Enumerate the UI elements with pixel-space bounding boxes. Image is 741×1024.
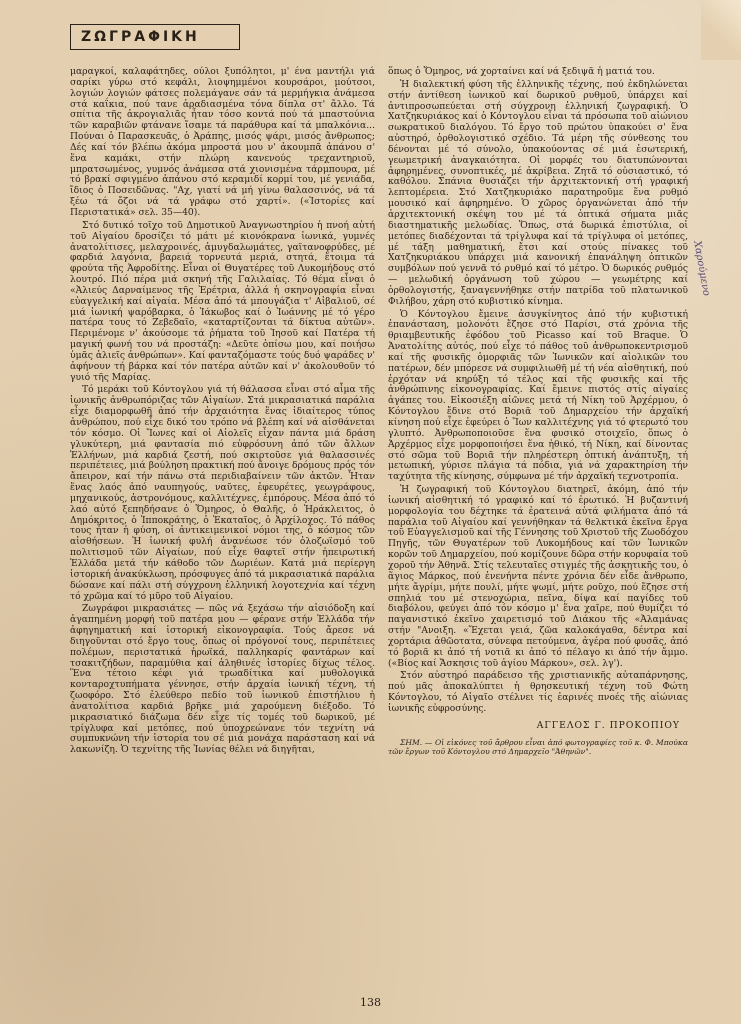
footnote: ΣΗΜ. — Οἱ εἰκόνες τοῦ ἄρθρου εἶναι ἀπό φωτογραφίες τοῦ κ. Φ. Μπούκα τῶν ἔργων τοῦ Κόντογλου στό Δημαρχεῖο "Ἀθηνῶν". [388,737,688,756]
section-header-box [70,24,240,50]
page-fold-corner [701,0,741,60]
author-signature: ΑΓΓΕΛΟΣ Γ. ΠΡΟΚΟΠΙΟΥ [536,719,680,731]
section-title: ΖΩΓΡΑΦΙΚΗ [81,29,200,45]
right-paragraph-1: ὅπως ὁ Ὅμηρος, νά χορταίνει καί νά ξεδιψᾶ ἡ ματιά του. [388,66,655,77]
handwritten-margin-note: Χαρούμενο [691,240,712,297]
left-paragraph-2: Στό δυτικό τοῖχο τοῦ Δημοτικοῦ Ἀναγνωστηρίου ἡ πνοή αὐτή τοῦ Αἰγαίου δροσίζει τό μάτι μέ κιονόκρανα ἰωνικά, γυμνές ἀνατολίτισες, μελαχροινές, ἀμυγδαλωμάτες, γαϊτανοφρύδες, μέ φαρδιά λαγόνια, βαρειά τορνευτά μεριά, στητά, ἕτοιμα τά φρούτα τῆς Ἀφροδίτης. Εἶναι οἱ Θυγατέρες τοῦ Λυκομήδους στό λουτρό. Πιό πέρα μιά σκηνή τῆς Γαλιλαίας. Τό θέμα εἶναι ὁ «Ἁλιεύς Δαρναίμενος τῆς Ἐρέτρια, ἀλλά ἡ σκηνογραφία εἶναι εὐαγγελική καί αἰγαία. Μέσα ἀπό τά μπουγάζια τ' Αἰβαλιοῦ, σέ μιά ἰωνική ψαρόβαρκα, ὁ Ἰάκωβος καί ὁ Ἰωάννης μέ τό γέρο πατέρα τους τό Ζεβεδαῖο, «καταρτίζονται τά δίκτυα αὐτῶν». Περιμένομε ν' ἀκούσομε τά ῥήματα τοῦ Ἰησοῦ καί Πατέρα τή μαγική φωνή του νά προστάζη: «Δεῦτε ὀπίσω μου, καί ποιήσω ὑμᾶς ἁλιεῖς ἀνθρώπων». Καί φανταζόμαστε τούς δυό ψαράδες ν' ἀφήνουν τή βάρκα καί τόν πατέρα αὐτῶν καί ν' ἀκολουθοῦν τό γυιό τῆς Μαρίας. [70,219,375,383]
right-paragraph-3: Ὁ Κόντογλου ἔμεινε ἀσυγκίνητος ἀπό τήν κυβιστική ἐπανάσταση, μολονότι ἔζησε στό Παρίσι, στά χρόνια τῆς θριαμβευτικῆς ἐφόδου τοῦ Picasso καί τοῦ Braque. Ὁ Ἀνατολίτης αὐτός, πού εἶχε τό πάθος τοῦ ἀνθρωποκεντρισμοῦ καί τῆς φυσικῆς ὁμορφιᾶς τῶν Ἰωνικῶν καί αἰολικῶν του πατέρων, δέν μπόρεσε νά συμφιλιωθῆ μέ τή νέα αἰσθητική, πού ἐρχόταν νά κηρύξη τό τέλος καί τῆς φυσικῆς καί τῆς ἀνθρώπινης εἰκονογραφίας. Καί ἔμεινε πιστός στίς αἰγαίες ἀγάπες του. Εἰκοσιέξη αἰῶνες μετά τή Νίκη τοῦ Ἀρχέρμου, ὁ Κόντογλου ἔδινε στό Βοριᾶ τοῦ Δημαρχείου τήν ἀρχαϊκή κίνηση πού εἶχε ἐφεύρει ὁ Ἴων καλλιτέχνης γιά τό φτερωτό του γλυπτό. Ἀνθρωποποιοῦσε ἕνα φυσικό στοιχεῖο, ὅπως ὁ Ἀρχέρμος εἶχε μορφοποιήσει ἕνα ἠθικό, τή Νίκη, καί δίνοντας στό σῶμα τοῦ Βοριᾶ τήν πληρέστερη ὀπτική ἀνάπτυξη, τή μετωπική, γύρισε πλάγια τά πόδια, γιά νά χαρακτηρίση τήν ταχύτητα τῆς κίνησης, σύμφωνα μέ τήν ἀρχαϊκή τεχνοτροπία. [388,308,688,483]
right-paragraph-2: Ἡ διαλεκτική φύση τῆς ἑλληνικῆς τέχνης, πού ἐκδηλώνεται στήν ἀντίθεση ἰωνικοῦ καί δωρικοῦ ρυθμοῦ, ὑπάρχει καί ἀντιπροσωπεύεται στή σύγχρονη ἑλληνική ζωγραφική. Ὁ Χατζηκυριάκος καί ὁ Κόντογλου εἶναι τά πρόσωπα τοῦ αἰώνιου σωκρατικοῦ διαλόγου. Τό ἔργο τοῦ πρώτου ὑπακούει σ' ἕνα αὐστηρό, ὀρθολογιστικό σχέδιο. Τά μέρη τῆς σύνθεσης του δένονται μέ τό σύνολο, ὑπακούοντας σέ μιά ἐσωτερική, γεωμετρική ἀναγκαιότητα. Οἱ μορφές του διατυπώνονται ἀφηρημένες, συνοπτικές, μέ ἀκρίβεια. Ζητᾶ τό οὐσιαστικό, τό καθόλου. Σπάνια θυσιάζει τήν ἀρχιτεκτονική στή γραφική λεπτομέρεια. Στό Χατζηκυριάκο παρατηροῦμε ἕνα ρυθμό μουσικό καί ἀφηρημένο. Ὁ χῶρος ὀργανώνεται ἀπό τήν ἀρχιτεκτονική σκέψη του μέ τά ὀπτικά σήματα μιᾶς διαστηματικῆς μελωδίας. Ὅπως, στά δωρικά ἐπιστύλια, οἱ μετόπες διαδέχονται τά τρίγλυφα καί τά τρίγλυφα οἱ μετόπες, μέ τάξη μαθηματική, ἔτσι καί στούς πίνακες τοῦ Χατζηκυριάκου ὑπάρχει μιά κανονική ἐπανάληψη ὀπτικῶν συμβόλων πού γεννᾶ τό ρυθμό καί τό μέτρο. Ὁ δωρικός ρυθμός — μελωδική ὀργάνωση τοῦ χώρου — γεωμέτρης καί ὀρθολογιστής, ξαναγεννήθηκε στήν πατρίδα τοῦ πλατωνικοῦ Φιλήβου, χάρη στό κυβιστικό κίνημα. [388,78,688,307]
right-paragraph-5: Στόν αὐστηρό παράδεισο τῆς χριστιανικῆς αὐταπάρνησης, πού μᾶς ἀποκαλύπτει ἡ θρησκευτική τέχνη τοῦ Φώτη Κόντογλου, τό Αἰγαῖο στέλνει τίς ἐαρινές πνοές τῆς αἰώνιας ἰωνικῆς εὐφροσύνης. [388,670,688,714]
right-paragraph-4: Ἡ ζωγραφική τοῦ Κόντογλου διατηρεῖ, ἀκόμη, ἀπό τήν ἰωνική αἰσθητική τό γραφικό καί τό ἐρωτικό. Ἡ βυζαντινή μορφολογία του δέχτηκε τά ἐρατεινά αὐτά φιλήματα ἀπό τά παράλια τοῦ Αἰγαίου καί γεννήθηκαν τά θελκτικά ἐκεῖνα ἔργα τοῦ Εὐαγγελισμοῦ καί τῆς Γέννησης τοῦ Χριστοῦ τῆς Ζωοδόχου Πηγῆς, τῶν Θυγατέρων τοῦ Λυκομήδους καί τῶν Ἰωνικῶν κορῶν τοῦ Δημαρχείου, πού κομίζουνε δῶρα στήν κορυφαία τοῦ χοροῦ τήν Ἀθηνᾶ. Στίς τελευταῖες στιγμές τῆς ἀσκητικῆς του, ὁ ἅγιος Μάρκος, πού ἐνενήντα πέντε χρόνια δέν εἶδε ἄνθρωπο, μήτε ἄγρίμι, μήτε πουλί, μήτε ψωμί, μήτε ροῦχο, πού ἔζησε στή σπηλιά του μέ στενοχώρια, πεῖνα, δίψα καί παγίδες τοῦ διαβόλου, φεύγει ἀπό τόν κόσμο μ' ἕνα χαῖρε, πού θυμίζει τό παγανιστικό ἐκεῖνο χαιρετισμό τοῦ Διάκου τῆς «Ἀλαμάνας στήν "Ανοιξη. «Ἔχεται γειά, ζῶα καλοκάγαθα, δέντρα καί χορτάρια ἀθῶοτατα, σύνεφα πετούμενα, ἀγέρα πού φυσᾶς, ἀπό τό βοριᾶ κι ἀπό τή νοτιᾶ κι ἀπό τό πέλαγο κι ἀπό τήν ἄμμο. («Βίος καί Ἄσκησις τοῦ ἁγίου Μάρκου», σελ. λγ'). [388,484,688,669]
page-number: 138 [360,996,381,1009]
left-paragraph-4: Ζωγράφοι μικρασιάτες — πῶς νά ξεχάσω τήν αἰσιόδοξη καί ἀγαπημένη μορφή τοῦ πατέρα μου — φέρανε στήν Ἑλλάδα τήν ἀφηγηματική καί ἱστορική εἰκονογραφία. Τούς ἄρεσε νά διηγοῦνται στό ἔργο τους, ὅπως οἱ πρόγονοί τους, περιπέτειες πολέμων, περιστατικά ἡρωϊκά, παλληκαρίς φαντάρων καί τσακιτζήδων, παραμύθια καί ἀληθινές ἱστορίες δίχως τέλος. Ἕνα τέτοιο κέφι γιά τρωαδίτικα καί μυθολογικά κονταροχτυπήματα γέννησε, στήν ἀρχαία ἰωνική τέχνη, τή ζωοφόρο. Στό ἐλεύθερο πεδίο τοῦ ἰωνικοῦ ἐπιστήλιου ἡ ἀνατολίτισα καρδιά βρῆκε μιά χαρούμενη διέξοδο. Τό μικρασιατικό διάζωμα δέν εἶχε τίς τομές τοῦ δωρικοῦ, μέ τρίγλυφα καί μετόπες, πού ὑποχρεώνανε τόν τεχνίτη νά συμπυκνώνη τήν ἱστορία του σέ μιά μονάχα παράσταση καί νά λακωνίζη. Ὁ τεχνίτης τῆς Ἰωνίας θέλει νά διηγῆται, [70,603,375,756]
right-column [388,67,688,756]
left-paragraph-1: μαραγκοί, καλαφάτηδες, ούλοι ξυπόλητοι, μ' ένα μαντήλι γιά σαρίκι γύρω στό κεφάλι, λιοψημμένοι κουρσάροι, μούτσοι, λογιών λογιών φάτσες πολεμάγανε σάν τά μερμήγκια ἀνάμεσα στά καΐκια, πού τανε ἀραδιασμένα τόνα δίπλα στ' ἄλλο. Τά σπίτια τῆς ἀκρογιαλιᾶς ἦταν τόσο κοντά πού τά μπαστούνια τῶν καραβιῶν φτάνανε ἴσαμε τά παράθυρα καί τά μπαλκόνια... Πούναι ὁ Παρασκευᾶς, ὁ Ἀράπης, μισός ψάρι, μισός ἄνθρωπος; Δές καί τόν βλέπω ἀκόμα μπροστά μου ν' ἀκουμπᾶ ἀπάνου σ' ἕνα καμάκι, στήν πλώρη κανενούς τρεχαντηριοῦ, μπρατσωμένος, γυμνός ἀνάμεσα στά χιονισμένα τάρμπουρα, μέ τό βρακί σφιγμένο ἀπάνου στό κεραμιδί κορμί του, μέ γενιάδα, ἴδιος ὁ Ποσειδῶνας. "Αχ, γιατί νά μή γίνω θαλασσινός, νά τά ξέω τά ὄζοι νά τά γράφω στό χαρτί». («Ἱστορίες καί Περιστατικά» σελ. 35—40). [70,66,375,218]
left-paragraph-3: Τό μεράκι τοῦ Κόντογλου γιά τή θάλασσα εἶναι στό αἷμα τῆς ἰωνικῆς ἀνθρωπόριζας τῶν Αἰγαίων. Στά μικρασιατικά παράλια εἶχε διαμορφωθῆ ἀπό τήν ἀρχαιότητα ἕνας ἰδιαίτερος τύπος ἀνθρώπου, πού εἶχε δικό του τρόπο νά βλέπη καί νά αἰσθάνεται τόν κόσμο. Οἱ Ἴωνες καί οἱ Αἰολεῖς εἶχαν πάντα μιά δράση γλυκύτερη, μιά φαντασία πιό εὐφρόσυνη ἀπό τῶν ἄλλων Ἑλλήνων, μιά καρδιά ζεστή, πού σκιρτοῦσε γιά θαλασσινές περιπέτειες, μιά βούληση πρακτική πού ἄνοιγε δρόμους πρός τόν ἄπειρον, καί τήν πάνω στά περιδιαβαίνειν τῶν ἀκτῶν. Ἦταν ἕνας λαός ἀπό ναυπηγούς, ναῦτες, ἐφευρέτες, γεωγράφους, μηχανικούς, ἀστρονόμους, καλλιτέχνες, ἐμπόρους. Μέσα ἀπό τό λαό αὐτό ξεπηδήσανε ὁ Ὅμηρος, ὁ Θαλῆς, ὁ Ἡράκλειτος, ὁ Δημόκριτος, ὁ Ἱπποκράτης, ὁ Ἑκαταῖος, ὁ Ἀρχίλοχος. Τό πάθος τους ἦταν ἡ φύση, οἱ ἀντικειμενικοί νόμοι της, ὁ κόσμος τῶν αἰσθήσεων. Ἡ ἰωνική φυλή ἀνανέωσε τόν ὁλοζωϊσμό τοῦ πολιτισμοῦ τῶν Αἰγαίων, πού εἶχε θαφτεῖ στήν ἠπειρωτική Ἑλλάδα μετά τήν κάθοδο τῶν Δωριέων. Κατά μιά περίεργη ἱστορική ἀνακύκλωση, πρόσφυγες ἀπό τά μικρασιατικά παράλια δώσανε καί πάλι στή σύγχρονη ἑλληνική λογοτεχνία καί τέχνη τό χρῶμα καί τό μῦρο τοῦ Αἰγαίου. [70,384,375,602]
left-column [70,67,375,756]
